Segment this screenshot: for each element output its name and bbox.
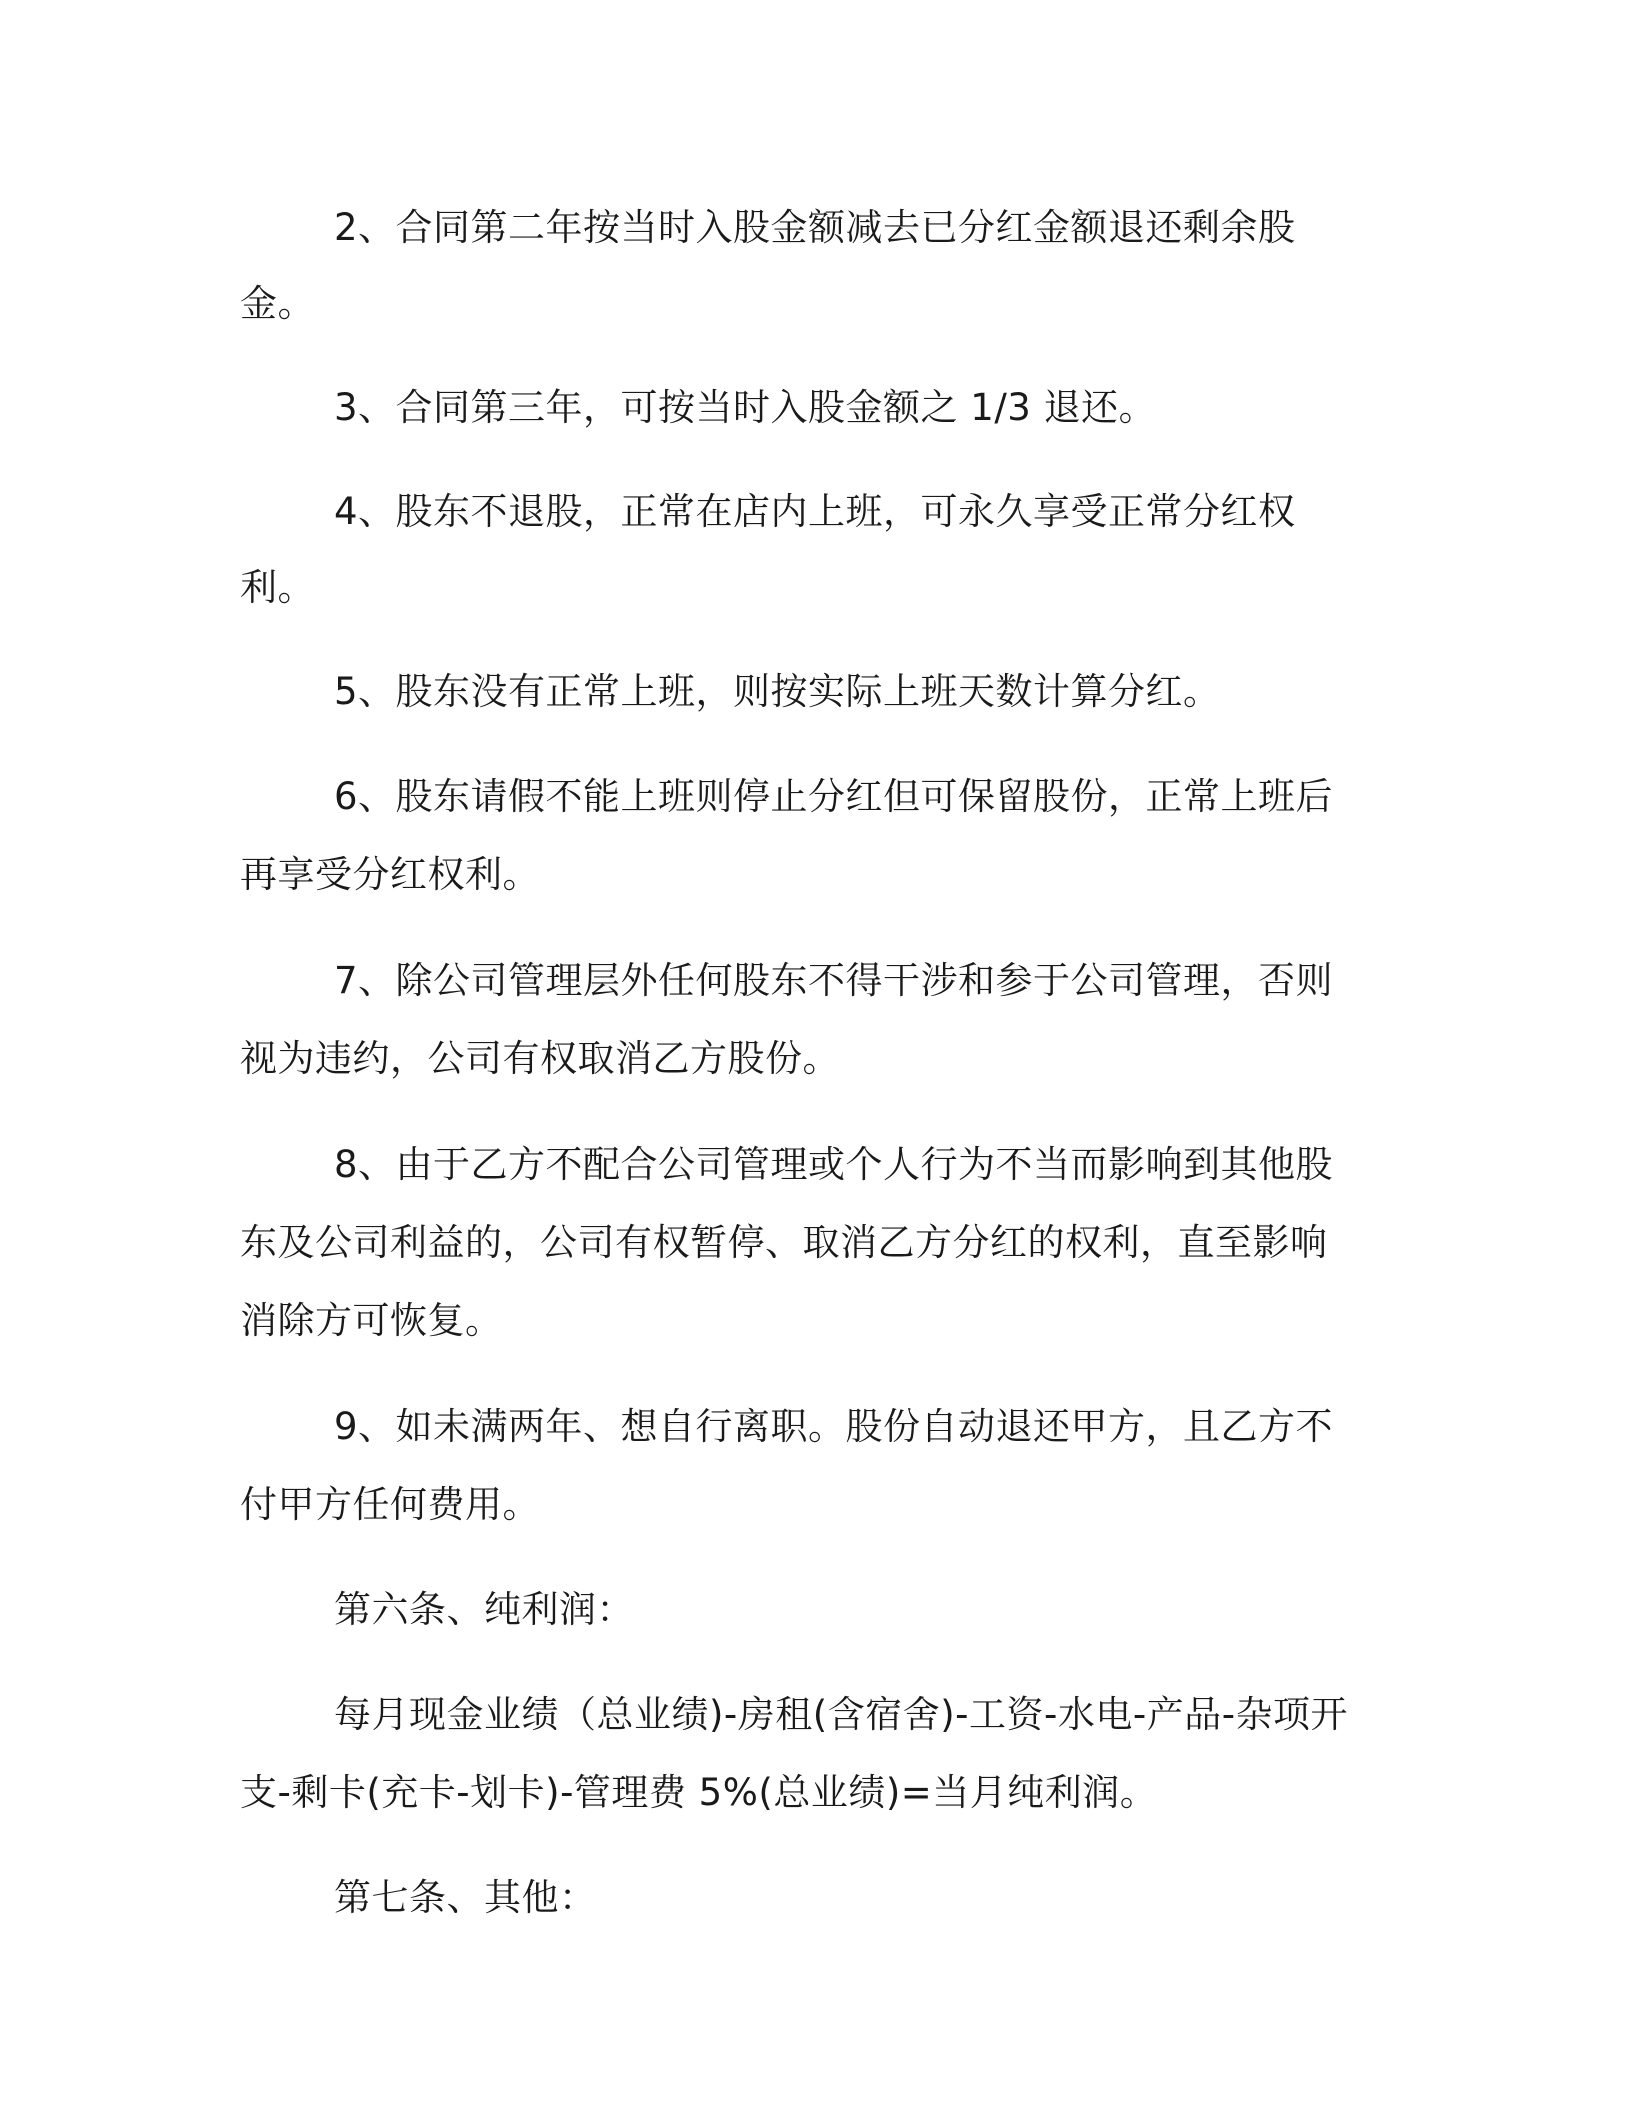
net-profit-formula: 每月现金业绩（总业绩)-房租(含宿舍)-工资-水电-产品-杂项开支-剩卡(充卡-划卡)-管理费 5%(总业绩)=当月纯利润。 (240, 1693, 1349, 1814)
document-page (240, 190, 1352, 1964)
clause-2: 2、合同第二年按当时入股金额减去已分红金额退还剩余股金。 (240, 206, 1296, 325)
clause-5: 5、股东没有正常上班，则按实际上班天数计算分红。 (334, 670, 1221, 713)
clause-4: 4、股东不退股，正常在店内上班，可永久享受正常分红权利。 (240, 490, 1296, 609)
clause-8: 8、由于乙方不配合公司管理或个人行为不当而影响到其他股东及公司利益的，公司有权暂停、取消乙方分红的权利，直至影响消除方可恢复。 (240, 1143, 1334, 1342)
clause-9: 9、如未满两年、想自行离职。股份自动退还甲方，且乙方不付甲方任何费用。 (240, 1405, 1334, 1526)
clause-3: 3、合同第三年，可按当时入股金额之 1/3 退还。 (334, 386, 1157, 429)
article-6-heading: 第六条、纯利润： (334, 1588, 634, 1631)
clause-6: 6、股东请假不能上班则停止分红但可保留股份，正常上班后再享受分红权利。 (240, 775, 1334, 896)
article-7-heading: 第七条、其他： (334, 1876, 597, 1919)
clause-7: 7、除公司管理层外任何股东不得干涉和参于公司管理，否则视为违约，公司有权取消乙方股份。 (240, 959, 1334, 1080)
